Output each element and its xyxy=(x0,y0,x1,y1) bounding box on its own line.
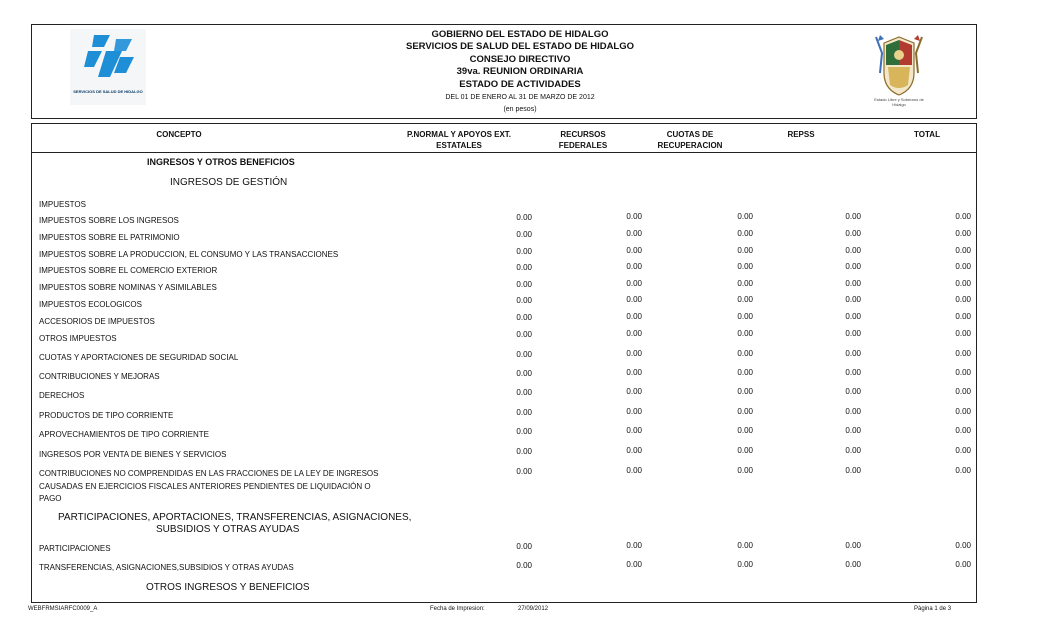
table-row-value: 0.00 xyxy=(516,230,532,239)
ssh-logo xyxy=(70,29,146,105)
table-row-value: 0.00 xyxy=(626,368,642,377)
table-row-value: 0.00 xyxy=(845,466,861,475)
table-row-label: PARTICIPACIONES xyxy=(39,544,111,553)
table-row-value: 0.00 xyxy=(845,329,861,338)
table-row-value: 0.00 xyxy=(955,295,971,304)
table-row-value: 0.00 xyxy=(737,295,753,304)
table-row-value: 0.00 xyxy=(955,466,971,475)
table-row-value: 0.00 xyxy=(737,349,753,358)
section-participaciones-line2: SUBSIDIOS Y OTRAS AYUDAS xyxy=(156,524,300,535)
ssh-logo-caption: SERVICIOS DE SALUD DE HIDALGO xyxy=(73,89,143,94)
table-row-value: 0.00 xyxy=(955,279,971,288)
title-line-3: CONSEJO DIRECTIVO xyxy=(469,53,571,65)
header-divider xyxy=(32,152,976,153)
table-row-value: 0.00 xyxy=(845,262,861,271)
table-row-value: 0.00 xyxy=(516,330,532,339)
table-row-value: 0.00 xyxy=(955,212,971,221)
table-row-value: 0.00 xyxy=(955,312,971,321)
table-row-value: 0.00 xyxy=(626,329,642,338)
table-row-label: CONTRIBUCIONES NO COMPRENDIDAS EN LAS FRACCIONES DE LA LEY DE INGRESOS CAUSADAS EN EJERCICIOS FISCALES ANTERIORES PENDIENTES DE LIQUIDACIÓN O PAGO xyxy=(39,469,379,503)
table-row-value: 0.00 xyxy=(626,560,642,569)
table-row-value: 0.00 xyxy=(845,229,861,238)
table-row-value: 0.00 xyxy=(626,387,642,396)
col-header-cuotas: CUOTAS DE RECUPERACION xyxy=(657,130,723,150)
table-row-value: 0.00 xyxy=(516,467,532,476)
table-row-value: 0.00 xyxy=(737,446,753,455)
table-row-value: 0.00 xyxy=(845,446,861,455)
table-row-value: 0.00 xyxy=(737,279,753,288)
table-row-value: 0.00 xyxy=(845,212,861,221)
table-row-value: 0.00 xyxy=(737,329,753,338)
table-row-value: 0.00 xyxy=(516,296,532,305)
title-line-2: SERVICIOS DE SALUD DEL ESTADO DE HIDALGO xyxy=(405,41,635,53)
table-row-value: 0.00 xyxy=(626,212,642,221)
table-row-label: INGRESOS POR VENTA DE BIENES Y SERVICIOS xyxy=(39,450,227,459)
table-row-value: 0.00 xyxy=(516,280,532,289)
table-row-value: 0.00 xyxy=(955,387,971,396)
section-participaciones-line1: PARTICIPACIONES, APORTACIONES, TRANSFERENCIAS, ASIGNACIONES, xyxy=(58,512,412,523)
table-row-value: 0.00 xyxy=(737,407,753,416)
table-row-value: 0.00 xyxy=(737,212,753,221)
table-row-value: 0.00 xyxy=(845,246,861,255)
table-row-value: 0.00 xyxy=(626,541,642,550)
table-row-value: 0.00 xyxy=(845,426,861,435)
table-row-value: 0.00 xyxy=(955,349,971,358)
table-row-value: 0.00 xyxy=(516,447,532,456)
table-row-label: IMPUESTOS SOBRE LOS INGRESOS xyxy=(39,216,179,225)
table-row-value: 0.00 xyxy=(955,229,971,238)
table-row-label: APROVECHAMIENTOS DE TIPO CORRIENTE xyxy=(39,430,209,439)
table-row-value: 0.00 xyxy=(955,426,971,435)
section-impuestos: IMPUESTOS xyxy=(39,200,86,209)
footer-print-date: 27/09/2012 xyxy=(518,606,549,612)
section-gestion: INGRESOS DE GESTIÓN xyxy=(170,177,288,188)
title-line-5: ESTADO DE ACTIVIDADES xyxy=(459,78,581,90)
footer-print-label: Fecha de Impresion: xyxy=(430,606,485,612)
ssh-logo-icon xyxy=(80,33,136,85)
col-header-federales: RECURSOS FEDERALES xyxy=(558,130,608,150)
table-row-value: 0.00 xyxy=(626,426,642,435)
table-row-value: 0.00 xyxy=(845,295,861,304)
table-row-value: 0.00 xyxy=(737,560,753,569)
col-header-estatales: P.NORMAL Y APOYOS EXT. ESTATALES xyxy=(406,130,512,150)
table-row-value: 0.00 xyxy=(845,407,861,416)
table-row-label: OTROS IMPUESTOS xyxy=(39,334,117,343)
table-row-value: 0.00 xyxy=(626,466,642,475)
footer-code: WEBFRMSIARFC0009_A xyxy=(28,606,98,612)
table-row-value: 0.00 xyxy=(845,560,861,569)
title-line-4: 39va. REUNION ORDINARIA xyxy=(456,66,584,78)
table-row-value: 0.00 xyxy=(516,561,532,570)
title-line-1: GOBIERNO DEL ESTADO DE HIDALGO xyxy=(431,29,609,40)
table-row-value: 0.00 xyxy=(516,369,532,378)
table-row-label: CUOTAS Y APORTACIONES DE SEGURIDAD SOCIAL xyxy=(39,353,239,362)
table-row-value: 0.00 xyxy=(737,246,753,255)
table-row-value: 0.00 xyxy=(737,466,753,475)
table-row-value: 0.00 xyxy=(626,246,642,255)
table-row-value: 0.00 xyxy=(737,387,753,396)
section-ingresos: INGRESOS Y OTROS BENEFICIOS xyxy=(147,157,295,167)
table-row-value: 0.00 xyxy=(516,408,532,417)
table-row-value: 0.00 xyxy=(626,262,642,271)
report-header xyxy=(31,24,977,119)
table-row-value: 0.00 xyxy=(737,426,753,435)
table-row-value: 0.00 xyxy=(955,262,971,271)
footer-page: Pàgina 1 de 3 xyxy=(914,606,952,612)
table-row-value: 0.00 xyxy=(737,368,753,377)
col-header-repss: REPSS xyxy=(787,130,815,139)
table-row-value: 0.00 xyxy=(737,312,753,321)
table-row-label: IMPUESTOS SOBRE EL COMERCIO EXTERIOR xyxy=(39,266,218,275)
table-row-value: 0.00 xyxy=(516,247,532,256)
table-row-label: TRANSFERENCIAS, ASIGNACIONES,SUBSIDIOS Y OTRAS AYUDAS xyxy=(39,563,294,572)
report-units: (en pesos) xyxy=(503,106,537,114)
state-logo-caption: Estado Libre y Soberano de Hidalgo xyxy=(874,97,924,107)
table-row-value: 0.00 xyxy=(626,349,642,358)
table-row-label: PRODUCTOS DE TIPO CORRIENTE xyxy=(39,411,174,420)
table-row-value: 0.00 xyxy=(516,350,532,359)
table-row-value: 0.00 xyxy=(955,560,971,569)
table-row-value: 0.00 xyxy=(955,368,971,377)
table-row-label: IMPUESTOS ECOLOGICOS xyxy=(39,300,142,309)
table-row-value: 0.00 xyxy=(516,213,532,222)
report-date-range: DEL 01 DE ENERO AL 31 DE MARZO DE 2012 xyxy=(445,94,595,102)
table-row-value: 0.00 xyxy=(516,313,532,322)
table-row-value: 0.00 xyxy=(516,263,532,272)
report-title xyxy=(332,29,708,115)
section-otros: OTROS INGRESOS Y BENEFICIOS xyxy=(146,582,310,593)
table-row-value: 0.00 xyxy=(516,388,532,397)
table-row-value: 0.00 xyxy=(626,446,642,455)
table-row-value: 0.00 xyxy=(626,312,642,321)
table-row-value: 0.00 xyxy=(626,279,642,288)
table-row-label: IMPUESTOS SOBRE LA PRODUCCION, EL CONSUMO Y LAS TRANSACCIONES xyxy=(39,250,339,259)
table-row-value: 0.00 xyxy=(737,262,753,271)
table-row-value: 0.00 xyxy=(516,542,532,551)
table-row-value: 0.00 xyxy=(845,279,861,288)
table-row-value: 0.00 xyxy=(955,329,971,338)
table-row-label: ACCESORIOS DE IMPUESTOS xyxy=(39,317,155,326)
table-row-value: 0.00 xyxy=(845,387,861,396)
col-header-concepto: CONCEPTO xyxy=(156,130,202,139)
table-row-value: 0.00 xyxy=(845,349,861,358)
table-row-value: 0.00 xyxy=(516,427,532,436)
table-row-label: CONTRIBUCIONES Y MEJORAS xyxy=(39,372,160,381)
table-row-value: 0.00 xyxy=(955,446,971,455)
table-row-value: 0.00 xyxy=(955,541,971,550)
table-row-value: 0.00 xyxy=(955,407,971,416)
table-row-label: IMPUESTOS SOBRE NOMINAS Y ASIMILABLES xyxy=(39,283,217,292)
col-header-total: TOTAL xyxy=(914,130,940,139)
table-row-value: 0.00 xyxy=(845,541,861,550)
table-row-value: 0.00 xyxy=(845,368,861,377)
table-row-value: 0.00 xyxy=(626,229,642,238)
table-row-value: 0.00 xyxy=(626,407,642,416)
table-row-value: 0.00 xyxy=(737,229,753,238)
activities-table xyxy=(31,123,977,603)
table-row-value: 0.00 xyxy=(955,246,971,255)
table-row-value: 0.00 xyxy=(845,312,861,321)
table-row-label: IMPUESTOS SOBRE EL PATRIMONIO xyxy=(39,233,180,242)
table-row-value: 0.00 xyxy=(626,295,642,304)
table-row-value: 0.00 xyxy=(737,541,753,550)
table-row-label: DERECHOS xyxy=(39,391,85,400)
